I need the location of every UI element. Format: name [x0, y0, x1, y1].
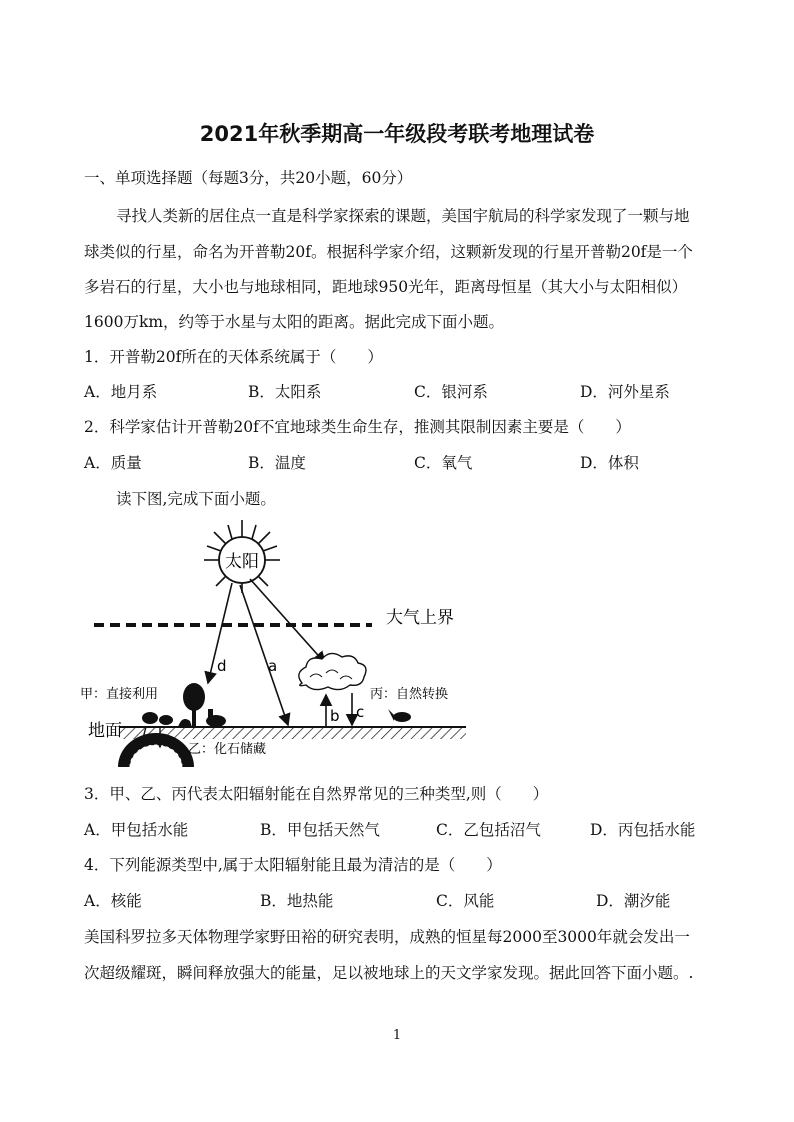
question-1-option-d: D．河外星系 — [580, 383, 670, 401]
question-3-option-a: A．甲包括水能 — [84, 821, 189, 839]
question-3-stem: 3．甲、乙、丙代表太阳辐射能在自然界常见的三种类型,则（ ） — [84, 785, 549, 803]
solar-energy-diagram — [80, 515, 480, 775]
question-1-option-a: A．地月系 — [84, 383, 158, 401]
question-3-option-d: D．丙包括水能 — [590, 821, 696, 839]
question-4-option-b: B．地热能 — [260, 892, 334, 910]
exam-title: 2021年秋季期高一年级段考联考地理试卷 — [199, 122, 595, 146]
question-4-stem: 4．下列能源类型中,属于太阳辐射能且最为清洁的是（ ） — [84, 856, 502, 874]
question-2-stem: 2．科学家估计开普勒20f不宜地球类生命生存，推测其限制因素主要是（ ） — [84, 418, 631, 436]
question-1-stem: 1．开普勒20f所在的天体系统属于（ ） — [84, 348, 383, 366]
arrow-a-label: a — [268, 657, 278, 675]
arrow-to-cloud — [250, 579, 325, 663]
passage1-line-4: 1600万km，约等于水星与太阳的距离。据此完成下面小题。 — [84, 313, 505, 331]
question-4-option-d: D．潮汐能 — [596, 892, 671, 910]
arrow-a — [240, 585, 288, 725]
page-number: 1 — [392, 1028, 402, 1043]
question-2-option-a: A．质量 — [84, 454, 142, 472]
cloud-icon — [299, 653, 366, 689]
ground-label: 地面 — [88, 721, 122, 741]
question-3-option-c: C．乙包括沼气 — [436, 821, 541, 839]
bing-label: 丙：自然转换 — [370, 687, 449, 702]
figure-intro: 读下图,完成下面小题。 — [116, 490, 276, 508]
passage2-line-2: 次超级耀斑，瞬间释放强大的能量，足以被地球上的天文学家发现。据此回答下面小题。. — [84, 964, 694, 982]
passage2-line-1: 美国科罗拉多天体物理学家野田裕的研究表明，成熟的恒星每2000至3000年就会发出一 — [84, 928, 690, 946]
question-2-option-b: B．温度 — [248, 454, 306, 472]
question-1-option-b: B．太阳系 — [248, 383, 322, 401]
question-4-option-c: C．风能 — [436, 892, 495, 910]
passage1-line-3: 多岩石的行星，大小也与地球相同，距地球950光年，距离母恒星（其大小与太阳相似） — [84, 278, 688, 296]
question-4-option-a: A．核能 — [84, 892, 142, 910]
arrow-c-label: c — [356, 703, 365, 721]
question-1-option-c: C．银河系 — [414, 383, 488, 401]
arrow-b-label: b — [330, 707, 340, 725]
arrow-d-label: d — [217, 657, 227, 675]
yi-label: 乙：化石储藏 — [188, 742, 267, 757]
passage1-line-1: 寻找人类新的居住点一直是科学家探索的课题，美国宇航局的科学家发现了一颗与地 — [116, 207, 690, 225]
passage1-line-2: 球类似的行星，命名为开普勒20f。根据科学家介绍，这颗新发现的行星开普勒20f是一个 — [84, 243, 693, 261]
animals-icon — [142, 709, 411, 727]
sun-label: 太阳 — [225, 552, 259, 572]
atmosphere-label: 大气上界 — [386, 608, 454, 628]
question-2-option-d: D．体积 — [580, 454, 639, 472]
question-2-option-c: C．氧气 — [414, 454, 473, 472]
question-3-option-b: B．甲包括天然气 — [260, 821, 380, 839]
section-heading: 一、单项选择题（每题3分，共20小题，60分） — [84, 169, 413, 187]
jia-label: 甲：直接利用 — [80, 687, 159, 702]
